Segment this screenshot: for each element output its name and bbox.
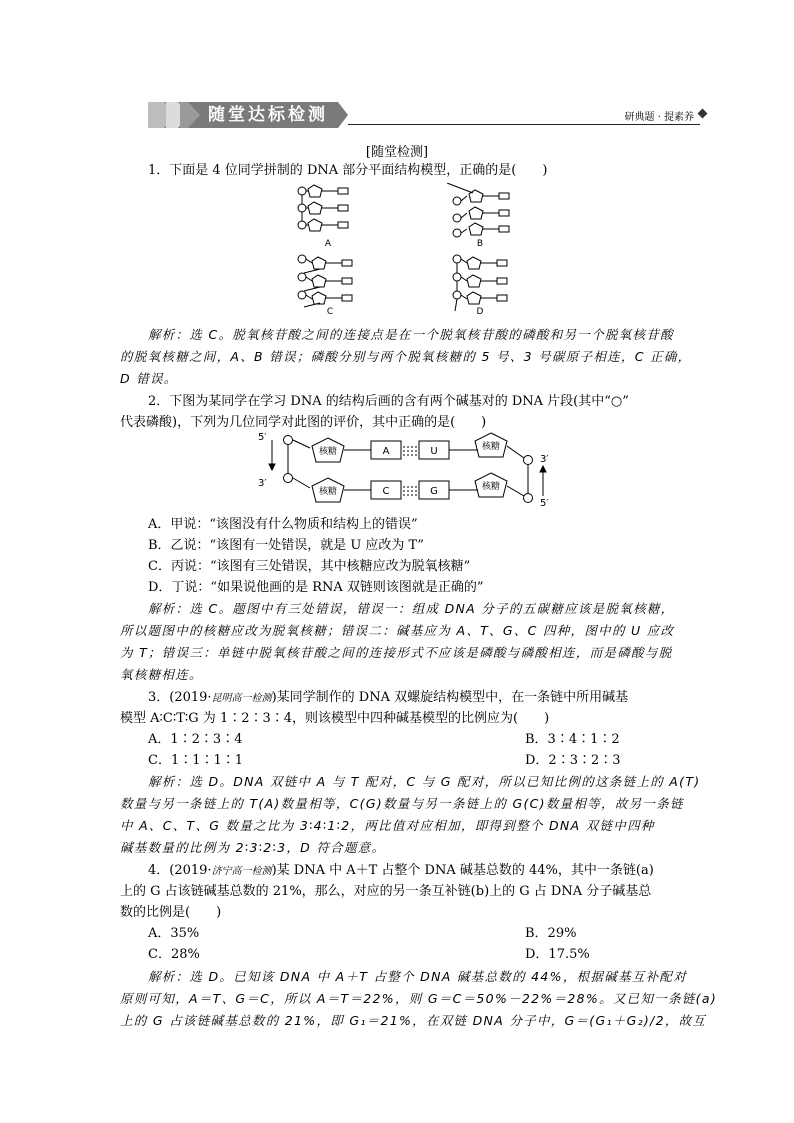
q3-source: 昆明高一检测 bbox=[211, 693, 272, 704]
q1-solution-line-1: 解析：选 C。脱氧核苷酸之间的连接点是在一个脱氧核苷酸的磷酸和另一个脱氧核苷酸 bbox=[148, 327, 674, 342]
q2-sugar-top-right: 核糖 bbox=[481, 442, 501, 452]
q2-end-left-top: 5′ bbox=[258, 432, 267, 443]
q1-model-c bbox=[298, 255, 352, 307]
q3-option-c: C．1∶1∶1∶1 bbox=[148, 753, 244, 768]
q1-label-d: D bbox=[476, 307, 484, 317]
q4-solution-line-3: 上的 G 占该链碱基总数的 21%，即 G₁＝21%，在双链 DNA 分子中，G＝(G₁＋G₂)/2，故互 bbox=[120, 1013, 707, 1028]
q3-number: 3．(2019· bbox=[148, 690, 212, 705]
diamond-icon bbox=[698, 109, 708, 119]
q4-stem-line-3: 数的比例是( ) bbox=[120, 905, 222, 920]
q1-label-a: A bbox=[324, 239, 332, 249]
q4-stem-line-1 bbox=[148, 860, 708, 882]
q3-option-b: B．3∶4∶1∶2 bbox=[525, 732, 620, 747]
q3-option-a: A．1∶2∶3∶4 bbox=[148, 732, 243, 747]
q2-solution-line-3: 为 T；错误三：单链中脱氧核苷酸之间的连接形式不应该是磷酸与磷酸相连，而是磷酸与脱 bbox=[120, 645, 673, 660]
q4-solution-line-2: 原则可知，A＝T、G＝C，所以 A＝T＝22%，则 G＝C＝50%－22%＝28%。又已知一条链(a) bbox=[120, 991, 717, 1006]
q2-base-a: A bbox=[382, 446, 390, 457]
q4-option-a: A．35% bbox=[148, 926, 200, 941]
q4-stem-text: )某 DNA 中 A＋T 占整个 DNA 碱基总数的 44%，其中一条链(a) bbox=[271, 863, 654, 878]
q3-solution-line-2: 数量与另一条链上的 T(A)数量相等，C(G)数量与另一条链上的 G(C)数量相等，故另一条链 bbox=[120, 796, 684, 811]
q3-solution-line-3: 中 A、C、T、G 数量之比为 3∶4∶1∶2，两比值对应相加，即得到整个 DNA 双链中四种 bbox=[120, 818, 655, 833]
section-title: [随堂检测] bbox=[365, 145, 429, 160]
q4-option-c: C．28% bbox=[148, 947, 200, 962]
q1-stem: 1．下面是 4 位同学拼制的 DNA 部分平面结构模型，正确的是( ) bbox=[148, 163, 548, 178]
q1-solution-line-2: 的脱氧核糖之间，A、B 错误；磷酸分别与两个脱氧核糖的 5 号、3 号碳原子相连，C 正确， bbox=[120, 349, 692, 364]
q2-sugar-top-left: 核糖 bbox=[318, 447, 338, 457]
q2-solution-line-2: 所以题图中的核糖应改为脱氧核糖；错误二：碱基应为 A、T、G、C 四种，图中的 U 应改 bbox=[120, 623, 675, 638]
q1-model-a bbox=[298, 185, 348, 231]
q1-model-b bbox=[447, 183, 509, 237]
q1-solution-line-3: D 错误。 bbox=[120, 371, 178, 386]
q1-diagram bbox=[290, 183, 520, 318]
q4-stem-line-2: 上的 G 占该链碱基总数的 21%，那么，对应的另一条互补链(b)上的 G 占 DNA 分子碱基总 bbox=[120, 884, 652, 899]
q3-stem-line-2: 模型 A∶C∶T∶G 为 1∶2∶3∶4，则该模型中四种碱基模型的比例应为( ) bbox=[120, 711, 550, 726]
q2-dna-diagram bbox=[258, 430, 558, 515]
q2-base-c: C bbox=[382, 486, 390, 497]
q4-option-b: B．29% bbox=[525, 926, 577, 941]
q2-sugar-bottom-right: 核糖 bbox=[481, 482, 501, 492]
q2-end-left-bottom: 3′ bbox=[258, 478, 267, 489]
q2-end-right-top: 3′ bbox=[540, 454, 549, 465]
q1-label-c: C bbox=[326, 307, 334, 317]
q2-option-b: B．乙说：“该图有一处错误，就是 U 应改为 T” bbox=[148, 538, 424, 553]
q2-base-u: U bbox=[430, 446, 438, 457]
q3-solution-line-1: 解析：选 D。DNA 双链中 A 与 T 配对，C 与 G 配对，所以已知比例的这条链上的 A(T) bbox=[148, 774, 701, 789]
q1-label-b: B bbox=[476, 239, 484, 249]
q2-base-g: G bbox=[430, 486, 438, 497]
q2-end-right-bottom: 5′ bbox=[540, 498, 549, 509]
banner-subtitle: 研典题 · 提素养 bbox=[624, 112, 694, 123]
q3-solution-line-4: 碱基数量的比例为 2∶3∶2∶3，D 符合题意。 bbox=[120, 840, 386, 855]
q1-model-d bbox=[453, 255, 507, 311]
q2-stem-line-1: 2．下图为某同学在学习 DNA 的结构后画的含有两个碱基对的 DNA 片段(其中“○” bbox=[148, 394, 629, 409]
q2-solution-line-1: 解析：选 C。题图中有三处错误，错误一：组成 DNA 分子的五碳糖应该是脱氧核糖， bbox=[148, 601, 675, 616]
q2-solution-line-4: 氧核糖相连。 bbox=[120, 667, 203, 682]
q4-number: 4．(2019· bbox=[148, 863, 212, 878]
q3-stem-line-1 bbox=[148, 687, 708, 709]
q4-source: 济宁高一检测 bbox=[211, 866, 272, 877]
q3-stem-text: )某同学制作的 DNA 双螺旋结构模型中，在一条链中所用碱基 bbox=[271, 690, 629, 705]
banner-rule bbox=[348, 124, 700, 125]
q2-option-d: D．丁说：“如果说他画的是 RNA 双链则该图就是正确的” bbox=[148, 580, 484, 595]
q2-option-c: C．丙说：“该图有三处错误，其中核糖应改为脱氧核糖” bbox=[148, 559, 471, 574]
banner-title: 随堂达标检测 bbox=[208, 105, 328, 125]
q4-option-d: D．17.5% bbox=[525, 947, 590, 962]
q3-option-d: D．2∶3∶2∶3 bbox=[525, 753, 621, 768]
q2-sugar-bottom-left: 核糖 bbox=[318, 487, 338, 497]
q2-option-a: A．甲说：“该图没有什么物质和结构上的错误” bbox=[148, 517, 418, 532]
q4-solution-line-1: 解析：选 D。已知该 DNA 中 A＋T 占整个 DNA 碱基总数的 44%，根据碱基互补配对 bbox=[148, 969, 688, 984]
section-banner bbox=[148, 100, 708, 130]
q2-stem-line-2: 代表磷酸)，下列为几位同学对此图的评价，其中正确的是( ) bbox=[120, 415, 487, 430]
